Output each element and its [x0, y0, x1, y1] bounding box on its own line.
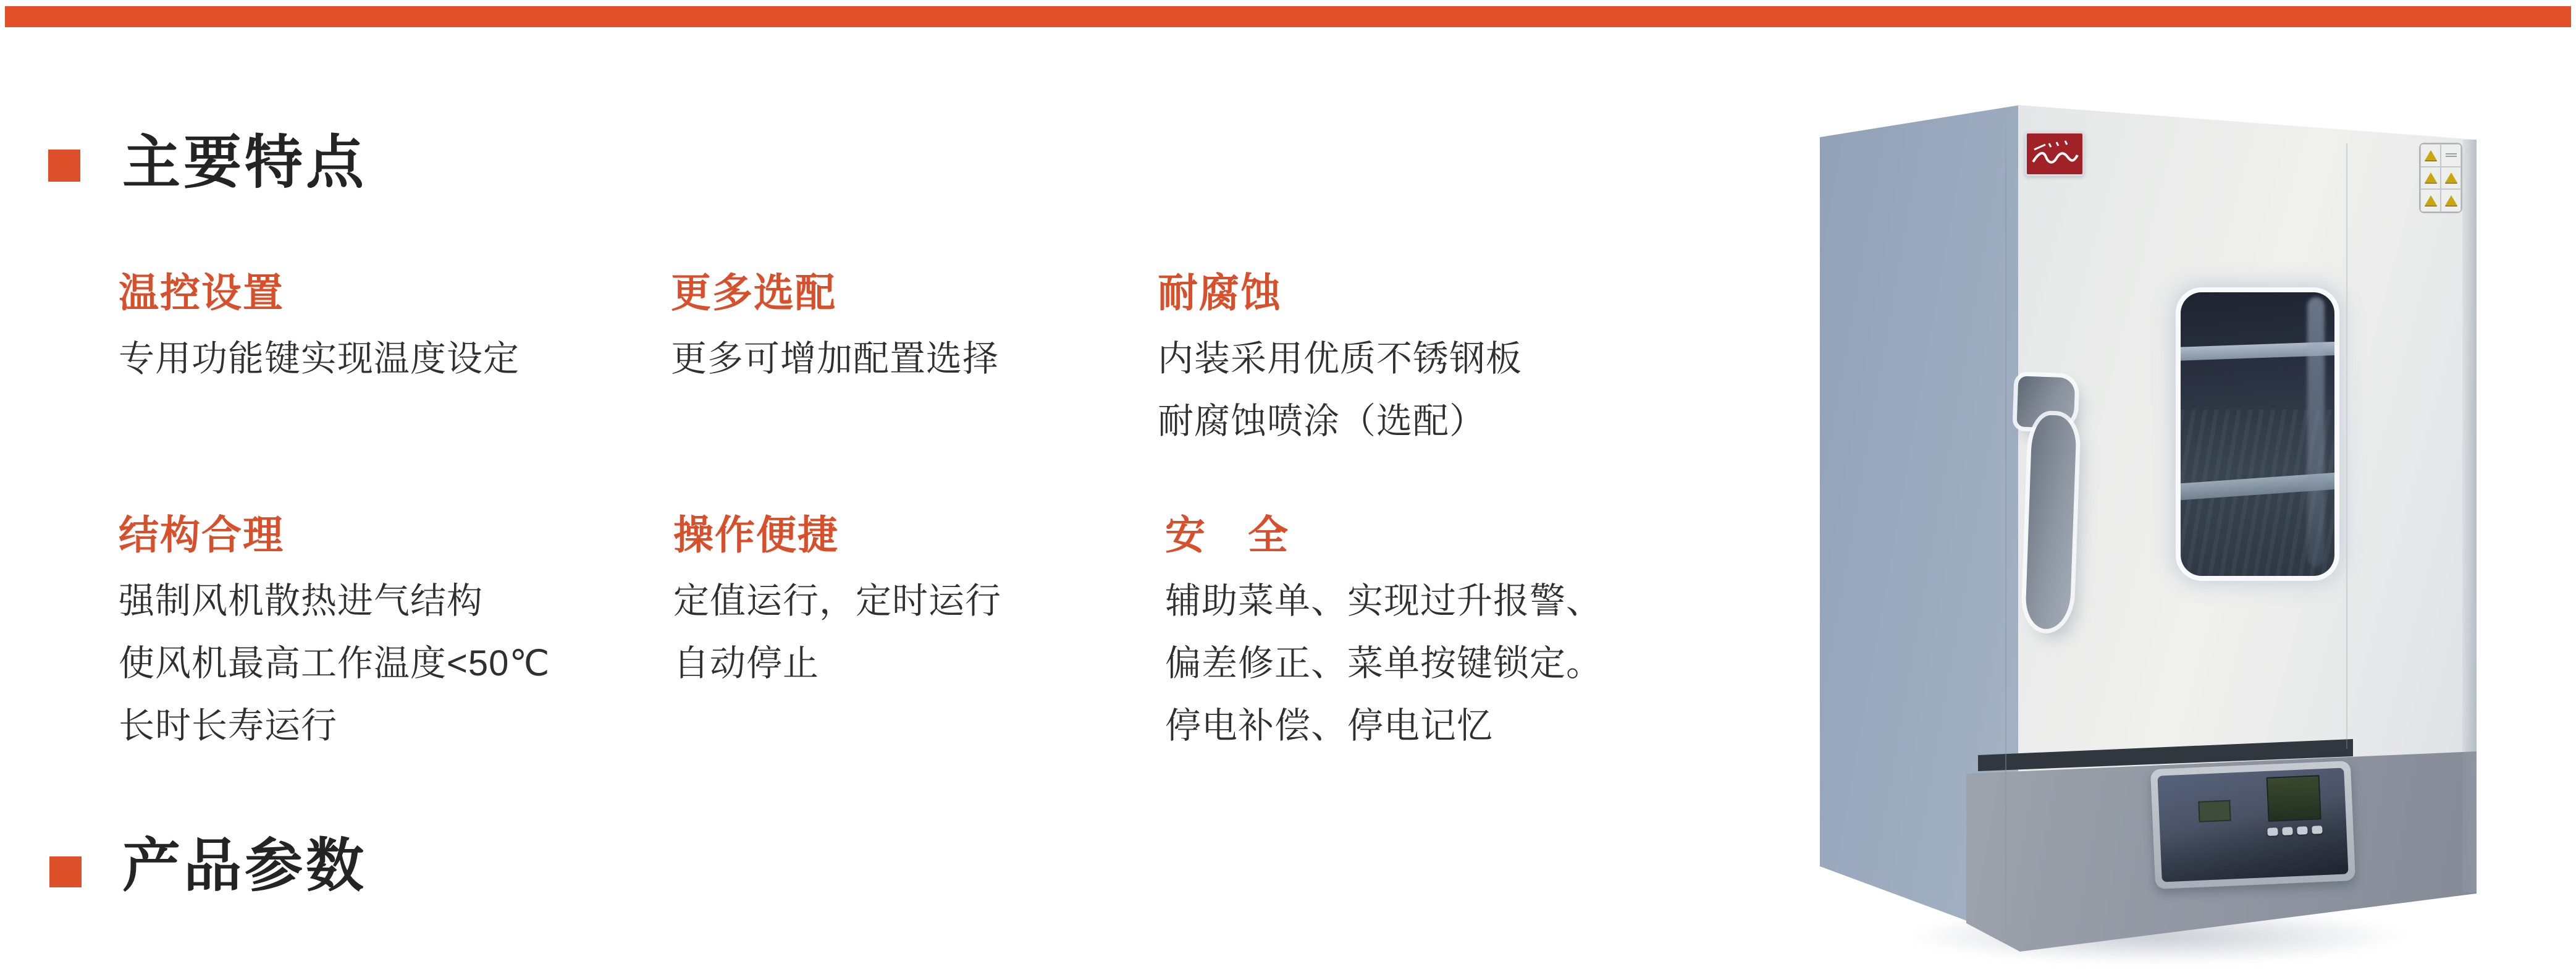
brand-logo-sticker-icon	[2025, 132, 2084, 176]
feature-line: 耐腐蚀喷涂（选配）	[1158, 401, 1486, 441]
product-photo-oven	[1816, 99, 2480, 961]
feature-easy-operation	[673, 513, 1001, 695]
door-window	[2181, 292, 2334, 576]
feature-temp-control	[119, 271, 520, 390]
cabinet-right-edge	[2462, 140, 2477, 892]
warning-triangles-sticker-icon	[2419, 143, 2462, 213]
temperature-control-panel	[2150, 761, 2355, 889]
feature-line: 定值运行，定时运行	[673, 581, 1002, 621]
feature-line: 长时长寿运行	[119, 706, 338, 746]
section-title-features: 主要特点	[122, 130, 368, 195]
feature-line: 自动停止	[673, 643, 820, 683]
main-display	[2267, 775, 2321, 822]
feature-line: 内装采用优质不锈钢板	[1158, 339, 1523, 379]
panel-buttons	[2267, 826, 2322, 836]
section-title-specs: 产品参数	[122, 833, 368, 898]
door-seam-right	[2346, 143, 2347, 749]
panel-button	[2297, 826, 2308, 835]
feature-more-options	[671, 271, 999, 390]
feature-line: 强制风机散热进气结构	[119, 581, 484, 621]
feature-title: 安 全	[1165, 512, 1290, 557]
feature-line: 更多可增加配置选择	[671, 339, 1000, 379]
warning-triangle-icon	[2445, 172, 2457, 183]
small-display	[2198, 800, 2231, 822]
feature-title: 操作便捷	[673, 512, 840, 557]
feature-line: 专用功能键实现温度设定	[119, 339, 520, 379]
feature-line: 偏差修正、菜单按键锁定。	[1165, 643, 1603, 683]
warning-triangle-icon	[2425, 195, 2437, 206]
door-handle-grip	[2025, 415, 2077, 630]
feature-title: 更多选配	[671, 270, 837, 315]
glass-reflection	[2307, 297, 2325, 567]
feature-line: 使风机最高工作温度<50℃	[119, 643, 550, 683]
panel-button	[2282, 827, 2293, 835]
control-panel-face	[2157, 767, 2348, 882]
feature-line: 辅助菜单、实现过升报警、	[1165, 581, 1603, 621]
warning-triangle-icon	[2425, 172, 2437, 183]
section-bullet-square	[49, 856, 82, 887]
feature-title: 耐腐蚀	[1158, 270, 1282, 315]
feature-structure	[119, 513, 550, 757]
feature-safety	[1165, 513, 1602, 757]
panel-button	[2267, 827, 2278, 836]
warning-triangle-icon	[2425, 150, 2437, 161]
top-accent-bar	[5, 6, 2571, 27]
warning-triangle-icon	[2445, 195, 2457, 206]
feature-line: 停电补偿、停电记忆	[1165, 706, 1494, 746]
feature-title: 结构合理	[119, 512, 285, 557]
door-seam-left	[2005, 114, 2006, 942]
feature-title: 温控设置	[119, 270, 285, 315]
feature-corrosion-resistant	[1158, 271, 1522, 452]
section-bullet-square	[48, 150, 80, 182]
panel-button	[2312, 826, 2323, 834]
